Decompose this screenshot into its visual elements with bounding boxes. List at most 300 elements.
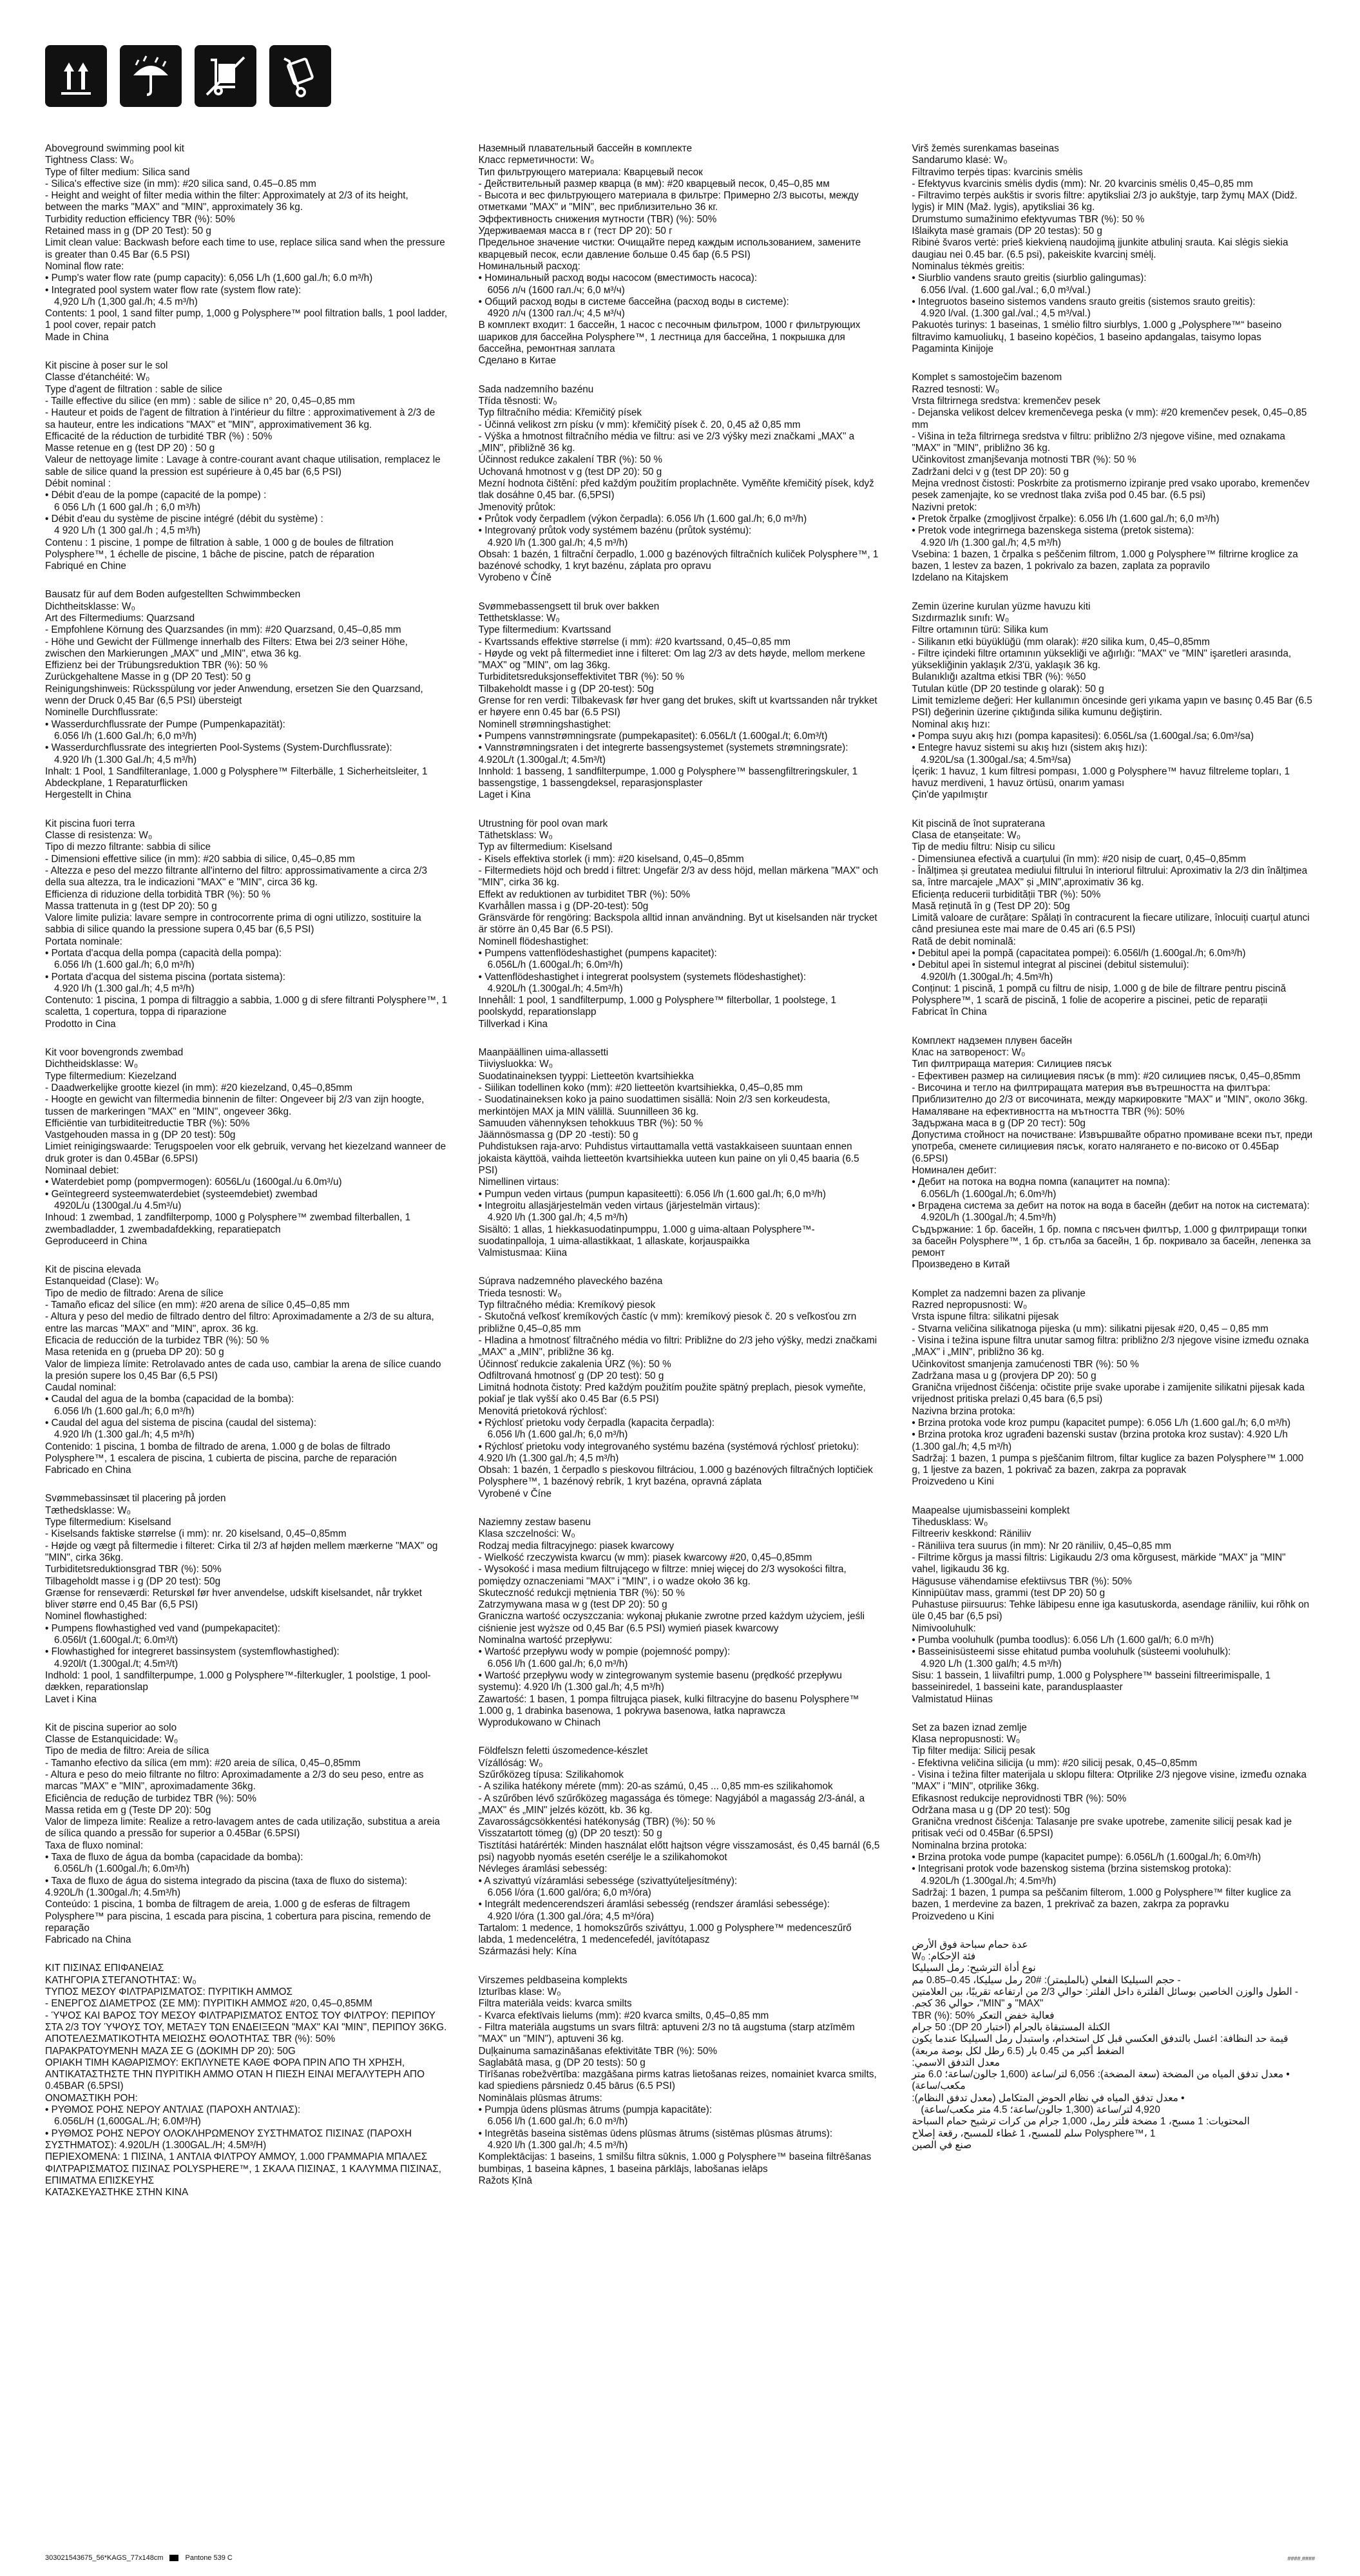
language-section <box>912 1035 1314 1271</box>
spec-line: Retained mass in g (DP 20 Test): 50 g <box>45 226 211 237</box>
spec-line: Puhastuse piirsuurus: Tehke läbipesu enne iga kasutuskorda, asendage räniliiv, kui rõhk on üle 0,45 bar (6,5 psi) <box>912 1599 1312 1622</box>
spec-line: - Altura y peso del medio de filtrado dentro del filtro: Aproximadamente a 2/3 de su altura, entre las marcas "MAX" and "MIN", aprox. 36 kg. <box>45 1311 437 1334</box>
spec-line: Valor de limpeza limite: Realize a retro-lavagem antes de cada utilização, substitua a areia de sílica quando a pressão for superior a 0.45Bar (6.5PSI) <box>45 1816 443 1840</box>
spec-line: 6.056L/h (1.600gal./h; 6.0m³/h) <box>921 1188 1057 1200</box>
spec-line: - Silikanın etki büyüklüğü (mm olarak): #20 silika kum, 0,45–0,85mm <box>912 636 1210 648</box>
spec-line: نوع أداة الترشيح: رمل السيليكا <box>912 1963 1036 1974</box>
spec-line: فئة الإحكام: W₀ <box>912 1951 976 1963</box>
spec-line: Çin'de yapılmıştır <box>912 789 988 801</box>
spec-line: Estanqueidad (Clase): W₀ <box>45 1276 159 1287</box>
spec-line: Made in China <box>45 331 109 343</box>
spec-line: • Pretok črpalke (zmogljivost črpalke): 6.056 l/h (1.600 gal./h; 6,0 m³/h) <box>912 513 1220 524</box>
section-title: Kit de piscina superior ao solo <box>45 1722 177 1733</box>
spec-line: Zurückgehaltene Masse in g (DP 20 Test): 50 g <box>45 671 251 683</box>
spec-line: 4.920 l/óra (1.300 gal./óra; 4,5 m³/óra) <box>487 1910 655 1922</box>
spec-line: Classe de Estanquicidade: W₀ <box>45 1734 178 1745</box>
section-title: Súprava nadzemného plaveckého bazéna <box>478 1276 663 1287</box>
spec-line: • Rýchlosť prietoku vody čerpadla (kapacita čerpadla): <box>478 1417 715 1428</box>
spec-line: Номинален дебит: <box>912 1165 997 1177</box>
spec-line: • Wasserdurchflussrate des integrierten Pool-Systems (System-Durchflussrate): <box>45 742 392 754</box>
spec-line: - Kisels effektiva storlek (i mm): #20 kiselsand, 0,45–0,85mm <box>478 853 744 865</box>
spec-line: 4.920l/t (1.300gal./t; 4.5m³/t) <box>54 1658 178 1669</box>
spec-line: 4920 л/ч (1300 гал./ч; 4,5 м³/ч) <box>487 308 625 320</box>
spec-line: Vrsta ispune filtra: silikatni pijesak <box>912 1311 1059 1323</box>
language-section <box>45 1722 448 1946</box>
spec-line: Nominalna wartość przepływu: <box>478 1635 613 1646</box>
pantone-swatch <box>169 2555 178 2561</box>
spec-line: Indhold: 1 pool, 1 sandfilterpumpe, 1.000 g Polysphere™-filterkugler, 1 poolstige, 1 pool-dækken, reparationslap <box>45 1669 431 1693</box>
spec-line: • Caudal del agua de la bomba (capacidad de la bomba): <box>45 1394 294 1405</box>
spec-line: Débit nominal : <box>45 478 111 490</box>
spec-line: Nominel flowhastighed: <box>45 1611 148 1622</box>
language-section <box>912 1288 1314 1488</box>
language-section <box>45 589 448 801</box>
spec-line: 4.920 l/val. (1.300 gal./val.; 4,5 m³/val.) <box>921 308 1091 320</box>
spec-line: Inhoud: 1 zwembad, 1 zandfilterpomp, 1000 g Polysphere™ zwembad filterballen, 1 zwembadladder, 1 zwembadafdekking, reparatiepatch <box>45 1212 414 1235</box>
spec-line: 4.920 l/h (1.300 gal./h; 4,5 m³/h) <box>487 537 628 548</box>
spec-line: Masa retenida en g (prueba DP 20): 50 g <box>45 1347 224 1358</box>
spec-line: Тип филтрираща материя: Силициев пясък <box>912 1059 1112 1070</box>
spec-line: Drumstumo sumažinimo efektyvumas TBR (%): 50 % <box>912 213 1145 225</box>
spec-line: 4.920L/h (1.300gal./h; 4.5m³/h) <box>921 1875 1057 1887</box>
spec-line: Razred tesnosti: W₀ <box>912 383 999 395</box>
section-title: Kit de piscina elevada <box>45 1264 141 1276</box>
spec-line: • Integrated pool system water flow rate (system flow rate): <box>45 284 302 296</box>
spec-line: • Flowhastighed for integreret bassinsystem (systemflowhastighed): <box>45 1646 340 1658</box>
spec-line: Sisu: 1 bassein, 1 liivafiltri pump, 1.000 g Polysphere™ basseini filtreerimispalle, 1 basseiniredel, 1 basseini kate, parandusplaaster <box>912 1669 1274 1693</box>
spec-line: - Višina in teža filtrirnega sredstva v filtru: približno 2/3 njegove višine, med oznakama "MAX" in "MIN", približno 36 kg. <box>912 430 1288 454</box>
spec-line: Účinnost redukce zakalení TBR (%): 50 % <box>478 454 663 466</box>
spec-line: Номинальный расход: <box>478 260 580 272</box>
spec-line: 4.920 l/h (1.300 gal./h; 4,5 m³/h) <box>54 983 195 994</box>
spec-line: 4.920L/sa (1.300gal./sa; 4.5m³/sa) <box>921 754 1071 765</box>
spec-line: 4.920L/h (1.300gal./h; 4.5m³/h) <box>487 983 623 994</box>
spec-line: - Výška a hmotnost filtračního média ve filtru: asi ve 2/3 výšky mezi značkami „MAX" a „MIN", přibližně 36 kg. <box>478 430 857 454</box>
spec-line: Type filtermedium: Kvartssand <box>478 624 611 636</box>
spec-line: • Integrovaný průtok vody systémem bazénu (průtok systému): <box>478 525 752 537</box>
spec-line: • Pump's water flow rate (pump capacity): 6,056 L/h (1,600 gal./h; 6.0 m³/h) <box>45 273 373 284</box>
spec-line: - Wysokość i masa medium filtrującego w filtrze: mniej więcej do 2/3 wysokości filtra, pomiędzy oznaczeniami "MAX" i "MIN", i o wadze około 36 kg. <box>478 1564 850 1587</box>
spec-line: Fabricat în China <box>912 1006 987 1018</box>
spec-line: صنع في الصين <box>912 2139 972 2151</box>
spec-line: - Înălțimea și greutatea mediului filtrului în interiorul filtrului: Aproximativ la 2/3 din înălțimea sa, între marcajele „MAX" și „MIN",aproximativ 36 kg. <box>912 865 1310 889</box>
spec-line: Proizvedeno u Kini <box>912 1476 994 1488</box>
spec-line: Hergestellt in China <box>45 789 131 801</box>
language-section <box>479 1745 881 1957</box>
spec-line: 6.056 l/h (1.600 gal./h; 6,0 m³/h) <box>487 1429 628 1441</box>
spec-line: Limitná hodnota čistoty: Pred každým použitím použite spätný preplach, piesok vymeňte, pokiaľ je tlak vyšší ako 0.45 Bar (6.5 PSI) <box>478 1382 869 1405</box>
spec-line: Održana masa u g (DP 20 test): 50g <box>912 1804 1070 1816</box>
spec-line: Effizienz bei der Trübungsreduktion TBR (%): 50 % <box>45 660 268 671</box>
spec-line: Geproduceerd in China <box>45 1235 148 1247</box>
spec-line: Задържана маса в g (DP 20 тест): 50g <box>912 1117 1086 1129</box>
spec-line: • Brzina protoka vode kroz pumpu (kapacitet pumpe): 6.056 L/h (1.600 gal./h; 6,0 m³/h) <box>912 1417 1291 1428</box>
spec-line: Účinnosť redukcie zakalenia ÚRZ (%): 50 % <box>478 1358 671 1370</box>
spec-line: Učinkovitost zmanjševanja motnosti TBR (%): 50 % <box>912 454 1136 466</box>
spec-line: Удерживаемая масса в г (тест DP 20): 50 г <box>478 226 673 237</box>
section-title: Utrustning för pool ovan mark <box>478 818 608 829</box>
section-title: Комплект надземен плувен басейн <box>912 1035 1073 1046</box>
section-title: Sada nadzemního bazénu <box>478 383 594 395</box>
spec-line: Nominālais plūsmas ātrums: <box>478 2092 602 2104</box>
spec-line: • Waterdebiet pomp (pompvermogen): 6056L/u (1600gal./u 6.0m³/u) <box>45 1177 342 1188</box>
spec-line: Dichtheitsklasse: W₀ <box>45 601 135 612</box>
spec-line: • Portata d'acqua della pompa (capacità della pompa): <box>45 948 282 959</box>
spec-line: Tihedusklass: W₀ <box>912 1517 988 1528</box>
spec-line: Pagaminta Kinijoje <box>912 343 994 355</box>
spec-line: Sadržaj: 1 bazen, 1 pumpa s pješčanim filtrom, filtar kuglice za bazen Polysphere™ 1.000 g, 1 ljestve za bazen, 1 pokrivač za bazen, zakrpa za popravak <box>912 1452 1307 1476</box>
spec-line: Obsah: 1 bazén, 1 čerpadlo s pieskovou filtráciou, 1.000 g bazénových filtračných loptičiek Polysphere™, 1 bazénový rebrík, 1 kryt bazéna, opravná záplata <box>478 1465 876 1488</box>
language-section <box>479 1975 881 2187</box>
spec-line: - Hauteur et poids de l'agent de filtration à l'intérieur du filtre : approximativement à 2/3 de sa hauteur, entre les indications "MAX" et "MIN", approximativement 36 kg. <box>45 407 438 430</box>
spec-line: • Debitul apei la pompă (capacitatea pompei): 6.056l/h (1.600gal./h; 6.0m³/h) <box>912 948 1246 959</box>
spec-line: Išlaikyta masė gramais (DP 20 testas): 50 g <box>912 226 1102 237</box>
spec-line: - Efektyvus kvarcinis smėlis dydis (mm): Nr. 20 kvarcinis smėlis 0,45–0,85 mm <box>912 178 1253 189</box>
spec-line: Szűrőközeg típusa: Szilikahomok <box>478 1769 624 1780</box>
spec-line: Kvarhållen massa i g (DP-20-test): 50g <box>478 900 649 912</box>
spec-line: - Hladina a hmotnosť filtračného média vo filtri: Približne do 2/3 jeho výšky, medzi značkami „MAX" a „MIN", približne 36 kg. <box>478 1334 880 1358</box>
spec-line: 4,920 لتر/ساعة (1,300 جالون/ساعة؛ 4.5 متر مكعب/ساعة) <box>921 2104 1160 2116</box>
spec-line: ΟΝΟΜΑΣΤΙΚΗ ΡΟΗ: <box>45 2092 138 2104</box>
spec-line: Tæthedsklasse: W₀ <box>45 1504 131 1516</box>
spec-line: Nazivna brzina protoka: <box>912 1405 1016 1417</box>
spec-line: - Taille effective du silice (en mm) : sable de silice n° 20, 0,45–0,85 mm <box>45 395 355 407</box>
spec-line: 6.056l/t (1.600gal./t; 6.0m³/t) <box>54 1635 178 1646</box>
spec-line: - ΕΝΕΡΓΟΣ ΔΙΑΜΕΤΡΟΣ (ΣΕ MM): ΠΥΡΙΤΙΚΗ ΑΜΜΟΣ #20, 0,45–0,85MM <box>45 1998 372 2010</box>
spec-line: Taxa de fluxo nominal: <box>45 1840 144 1851</box>
spec-line: 4.920 l/h (1.300 gal./h; 4,5 m³/h) <box>487 1212 628 1224</box>
spec-line: Proizvedeno u Kini <box>912 1910 994 1922</box>
spec-line: Valeur de nettoyage limite : Lavage à contre-courant avant chaque utilisation, remplacez le sable de silice quand la pression est supérieure à 0,45 bar (6,5 PSI) <box>45 454 443 477</box>
language-section <box>479 1517 881 1729</box>
spec-line: Visszatartott tömeg (g) (DP 20 teszt): 50 g <box>478 1828 662 1840</box>
spec-line: المحتويات: 1 مسبح، 1 مضخة فلتر رمل، 1,000 جرام من كرات ترشيح حمام السباحة Polysphere™، 1 سلم للمسبح، 1 غطاء للمسبح، رقعة إصلاح <box>909 2116 1250 2139</box>
spec-line: Gränsvärde för rengöring: Backspola alltid innan användning. Byt ut kiselsanden när trycket är större än 0,45 Bar (6.5 PSI). <box>478 912 880 936</box>
spec-line: - Räniliiva tera suurus (in mm): Nr 20 räniliiv, 0,45–0,85 mm <box>912 1540 1171 1552</box>
spec-line: Vsebina: 1 bazen, 1 črpalka s peščenim filtrom, 1.000 g Polysphere™ filtrirne kroglice za bazen, 1 lestev za bazen, 1 pokrivalo za bazen, zaplata za popravilo <box>912 548 1301 572</box>
spec-line: • Pumpun veden virtaus (pumpun kapasiteetti): 6.056 l/h (1.600 gal./h; 6,0 m³/h) <box>478 1188 826 1200</box>
spec-line: Tip filter medija: Silicij pesak <box>912 1745 1035 1757</box>
spec-line: Graniczna wartość oczyszczania: wykonaj płukanie zwrotne przed każdym użyciem, jeśli ciśnienie jest wyższe od 0,45 Bar (6.5 PSI) wymień piasek kwarcowy <box>478 1611 868 1634</box>
spec-line: - Daadwerkelijke grootte kiezel (in mm): #20 kiezelzand, 0,45–0,85mm <box>45 1082 352 1093</box>
spec-line: Typ filtračního média: Křemičitý písek <box>478 407 642 419</box>
spec-line: 4,920 L/h (1,300 gal./h; 4.5 m³/h) <box>54 296 198 307</box>
spec-line: - Wielkość rzeczywista kwarcu (w mm): piasek kwarcowy #20, 0,45–0,85mm <box>478 1552 812 1563</box>
language-section <box>912 143 1314 355</box>
spec-line: الكتلة المستبقاة بالجرام (اختبار DP 20): 50 جرام <box>912 2021 1111 2033</box>
language-section <box>912 1722 1314 1923</box>
language-section <box>479 1047 881 1259</box>
spec-line: Art des Filtermediums: Quarzsand <box>45 612 195 624</box>
language-section <box>45 1264 448 1476</box>
spec-line: Obsah: 1 bazén, 1 filtrační čerpadlo, 1.000 g bazénových filtračních kuliček Polysphere™, 1 bazénové schodky, 1 kryt bazénu, záplata pro opravu <box>478 548 881 572</box>
spec-line: Portata nominale: <box>45 936 122 947</box>
spec-line: 6056 л/ч (1600 гал./ч; 6,0 м³/ч) <box>487 284 625 296</box>
spec-line: Fabricado en China <box>45 1465 131 1476</box>
section-title: Svømmebassinsæt til placering på jorden <box>45 1493 226 1504</box>
spec-line: Massa trattenuta in g (test DP 20): 50 g <box>45 900 217 912</box>
spec-line: • Debitul apei în sistemul integrat al piscinei (debitul sistemului): <box>912 959 1189 971</box>
spec-line: Pakuotės turinys: 1 baseinas, 1 smėlio filtro siurblys, 1.000 g „Polysphere™“ baseino filtravimo kamuoliukų, 1 baseino kopėčios, 1 baseino apdangalas, taisymo lopas <box>912 320 1285 343</box>
spec-line: Reinigungshinweis: Rücksspülung vor jeder Anwendung, ersetzen Sie den Quarzsand, wenn der Druck 0,45 Bar (6,5 PSI) übersteigt <box>45 683 426 707</box>
spec-line: Izturības klase: W₀ <box>478 1986 561 1998</box>
spec-line: Contenu : 1 piscine, 1 pompe de filtration à sable, 1 000 g de boules de filtration Polysphere™, 1 échelle de piscine, 1 bâche de piscine, patch de réparation <box>45 537 397 560</box>
spec-line: 6 056 L/h (1 600 gal./h ; 6,0 m³/h) <box>54 501 201 513</box>
spec-line: Ribinė švaros vertė: prieš kiekvieną naudojimą įjunkite atbulinį srauta. Kai slėgis siekia daugiau nei 0.45 bar. (6.5 psi), pakeiskite kvarcinį smėlį. <box>912 237 1291 260</box>
spec-line: Type filtermedium: Kiezelzand <box>45 1070 177 1082</box>
spec-line: В комплект входит: 1 бассейн, 1 насос с песочным фильтром, 1000 г фильтрующих шариков для бассейна Polysphere™, 1 лестница для бассейна, 1 покрышка для бассейна, ремонтная заплата <box>478 320 863 355</box>
spec-line: Turbiditetsreduksjonseffektivitet TBR (%): 50 % <box>478 671 685 683</box>
spec-line: Effekt av reduktionen av turbiditet TBR (%): 50% <box>478 889 691 900</box>
spec-line: 4.920L/h (1.300gal./h; 4.5m³/h) <box>921 1212 1057 1224</box>
spec-line: Nazivni pretok: <box>912 501 977 513</box>
spec-line: • Siurblio vandens srauto greitis (siurblio galingumas): <box>912 273 1147 284</box>
spec-line: Rată de debit nominală: <box>912 936 1016 947</box>
spec-line: Prodotto in Cina <box>45 1018 116 1030</box>
spec-line: - الطول والوزن الخاصين بوسائل الفلترة داخل الفلتر: حوالي 2/3 من ارتفاعه تقريبًا، بين العلامتين "MAX" و "MIN"، حوالي 36 كجم. <box>909 1986 1298 2010</box>
spec-line: 4920L/u (1300gal./u 4.5m³/u) <box>54 1200 182 1211</box>
spec-line: Tisztítási határérték: Minden használat előtt hajtson végre visszamosást, és 0,45 barnál (6,5 psi) nagyobb nyomás esetén cserélje le a szilikahomokot <box>478 1840 883 1863</box>
spec-line: Limit clean value: Backwash before each time to use, replace silica sand when the pressure is greater than 0.45 Bar (6.5 PSI) <box>45 237 448 260</box>
spec-line: Vyrobeno v Číně <box>478 572 552 584</box>
multilingual-spec-columns <box>45 143 1314 2521</box>
spec-line: 6.056 l/h (1.600 gal./h; 6.0 m³/h) <box>487 2116 628 2128</box>
spec-line: Innehåll: 1 pool, 1 sandfilterpump, 1.000 g Polysphere™ filterbollar, 1 poolstege, 1 poolskydd, reparationslapp <box>478 995 839 1018</box>
spec-line: - Høyde og vekt på filtermediet inne i filteret: Om lag 2/3 av dets høyde, mellom merkene "MAX" og "MIN", om lag 36kg. <box>478 648 868 671</box>
spec-line: 4.920 L/h (1.300 gal/h; 4.5 m³/h) <box>921 1658 1062 1669</box>
spec-line: Limiet reinigingswaarde: Terugspoelen voor elk gebruik, vervang het kiezelzand wanneer de druk groter is dan 0.45Bar (6.5PSI) <box>45 1141 449 1164</box>
spec-line: Tipo de media de filtro: Areia de sílica <box>45 1745 209 1757</box>
spec-line: ΟΡΙΑΚΗ ΤΙΜΗ ΚΑΘΑΡΙΣΜΟΥ: ΕΚΠΛΥΝΕΤΕ ΚΑΘΕ ΦΟΡΑ ΠΡΙΝ ΑΠΟ ΤΗ ΧΡΗΣΗ, ΑΝΤΙΚΑΤΑΣΤΗΣΤΕ ΤΗΝ ΠΥΡΙΤΙΚΗ ΑΜΜΟ ΟΤΑΝ Η ΠΙΕΣΗ ΕΙΝΑΙ ΜΕΓΑΛΥΤΕΡΗ ΑΠΟ 0.45BAR (6.5PSI) <box>45 2057 428 2092</box>
spec-line: - Dejanska velikost delcev kremenčevega peska (v mm): #20 kremenčev pesek, 0,45–0,85 mm <box>912 407 1310 430</box>
spec-line: Fabricado na China <box>45 1934 131 1946</box>
spec-line: Zadržana masa u g (provjera DP 20): 50 g <box>912 1370 1097 1381</box>
spec-line: Sandarumo klasė: W₀ <box>912 155 1008 166</box>
spec-line: - Dimensioni effettive silice (in mm): #20 sabbia di silice, 0,45–0,85 mm <box>45 853 355 865</box>
spec-line: • Brzina protoka vode pumpe (kapacitet pumpe): 6.056L/h (1.600gal./h; 6.0m³/h) <box>912 1852 1261 1863</box>
spec-line: قيمة حد النظافة: اغسل بالتدفق العكسي قبل كل استخدام، واستبدل رمل السيليكا عندما يكون الضغط أكبر من 0.45 بار (6.5 رطل لكل بوصة مربعة) <box>909 2033 1288 2057</box>
print-footer <box>45 2554 233 2562</box>
spec-line: • Pompa suyu akış hızı (pompa kapasitesi): 6.056L/sa (1.600gal./sa; 6.0m³/sa) <box>912 730 1254 742</box>
section-title: Maanpäällinen uima-allassetti <box>478 1047 609 1059</box>
section-title: Komplet s samostoječim bazenom <box>912 372 1062 383</box>
spec-line: 4.920l/h (1.300gal./h; 4.5m³/h) <box>921 971 1053 983</box>
spec-line: • Дебит на потока на водна помпа (капацитет на помпа): <box>912 1177 1171 1188</box>
spec-line: Эффективность снижения мутности (TBR) (%): 50% <box>478 213 717 225</box>
spec-line: • معدل تدفق المياه من المضخة (سعة المضخة): 6,056 لتر/ساعة (1,600 جالون/ساعة؛ 6.0 متر مكعب/ساعة) <box>909 2069 1290 2092</box>
spec-line: Съдържание: 1 бр. басейн, 1 бр. помпа с пясъчен филтър, 1.000 g филтриращи топки за басейн Polysphere™, 1 бр. стълба за басейн, 1 бр. покривало за басейн, лепенка за ремонт <box>912 1224 1314 1259</box>
spec-line: Inhalt: 1 Pool, 1 Sandfilteranlage, 1.000 g Polysphere™ Filterbälle, 1 Sicherheitsleiter, 1 Abdeckplane, 1 Reparaturflicken <box>45 765 430 789</box>
spec-line: Conținut: 1 piscină, 1 pompă cu filtru de nisip, 1.000 g de bile de filtrare pentru piscină Polysphere™, 1 scară de piscină, 1 folie de acoperire a piscinei, petic de reparații <box>912 983 1289 1006</box>
spec-line: - Höhe und Gewicht der Füllmenge innerhalb des Filters: Etwa bei 2/3 seiner Höhe, zwischen den Markierungen „MAX" und „MIN", etwa 36 kg. <box>45 636 411 659</box>
spec-line: Contenuto: 1 piscina, 1 pompa di filtraggio a sabbia, 1.000 g di sfere filtranti Polysphere™, 1 scaletta, 1 copertura, toppa di riparazione <box>45 995 450 1018</box>
language-section <box>912 372 1314 584</box>
spec-line: Rodzaj media filtracyjnego: piasek kwarcowy <box>478 1540 675 1552</box>
spec-line: Nimellinen virtaus: <box>478 1177 559 1188</box>
spec-line: - Высота и вес фильтрующего материала в фильтре: Примерно 2/3 высоты, между отметками "MAX" и "MIN", вес приблизительно 36 кг. <box>478 190 861 213</box>
spec-line: Filtreeriv keskkond: Räniliiv <box>912 1528 1031 1540</box>
spec-line: Jäännösmassa g (DP 20 -testi): 50 g <box>478 1129 638 1141</box>
spec-line: Valmistusmaa: Kiina <box>478 1247 568 1259</box>
spec-line: Zavarosságcsökkentési hatékonyság (TBR) (%): 50 % <box>478 1816 715 1828</box>
spec-line: - A szilika hatékony mérete (mm): 20-as számú, 0,45 ... 0,85 mm-es szilikahomok <box>478 1781 833 1793</box>
spec-line: Tillverkad i Kina <box>478 1018 548 1030</box>
spec-line: - ΎΨΟΣ ΚΑΙ ΒΑΡΟΣ ΤΟΥ ΜΕΣΟΥ ΦΙΛΤΡΑΡΙΣΜΑΤΟΣ ΕΝΤΟΣ ΤΟΥ ΦΙΛΤΡΟΥ: ΠΕΡΙΠΟΥ ΣΤΑ 2/3 ΤΟΥ ΎΨΟΥΣ ΤΟΥ, ΜΕΤΑΞΥ ΤΩΝ ΕΝΔΕΙΞΕΩΝ "MAX" ΚΑΙ "MIN", ΠΕΡΙΠΟΥ 36KG. <box>45 2010 447 2033</box>
spec-line: Tightness Class: W₀ <box>45 155 134 166</box>
spec-line: Contents: 1 pool, 1 sand filter pump, 1,000 g Polysphere™ pool filtration balls, 1 pool ladder, 1 pool cover, repair patch <box>45 308 450 331</box>
spec-line: Tartalom: 1 medence, 1 homokszűrős sziváttyu, 1.000 g Polysphere™ medenceszűrő labda, 1 medencelétra, 1 medencefedél, javítótapasz <box>478 1922 854 1946</box>
spec-line: ΚΑΤΑΣΚΕΥΑΣΤΗΚΕ ΣΤΗΝ ΚΙΝΑ <box>45 2187 189 2198</box>
spec-line: - Højde og vægt på filtermedie i filteret: Cirka til 2/3 af højden mellem mærkerne "MAX" og "MIN", cirka 36kg. <box>45 1540 441 1563</box>
spec-line: - Účinná velikost zrn písku (v mm): křemičitý písek č. 20, 0,45 až 0,85 mm <box>478 419 801 430</box>
spec-line: • Portata d'acqua del sistema piscina (portata sistema): <box>45 971 286 983</box>
spec-line: Nimivooluhulk: <box>912 1622 976 1634</box>
spec-line: - Filtre içindeki filtre ortamının yüksekliği ve ağırlığı: "MAX" ve "MIN" işaretleri arasında, yüksekliğinin yaklaşık 2/3'ü, yaklaşık 36 kg. <box>912 648 1294 671</box>
spec-line: 6.056 l/val. (1.600 gal./val.; 6,0 m³/val.) <box>921 284 1091 296</box>
section-title: Svømmebassengsett til bruk over bakken <box>478 601 660 612</box>
spec-line: 4 920 L/h (1 300 gal./h ; 4,5 m³/h) <box>54 525 201 537</box>
spec-line: Saglabātā masa, g (DP 20 tests): 50 g <box>478 2057 646 2068</box>
section-title: Zemin üzerine kurulan yüzme havuzu kiti <box>912 601 1091 612</box>
spec-line: 6.056L/h (1.600gal./h; 6.0m³/h) <box>487 959 623 971</box>
spec-line: • Integroitu allasjärjestelmän veden virtaus (järjestelmän virtaus): <box>478 1200 760 1211</box>
spec-line: • Débit d'eau du système de piscine intégré (débit du système) : <box>45 513 323 524</box>
spec-line: • Wartość przepływu wody w pompie (pojemność pompy): <box>478 1646 731 1658</box>
spec-line: Innhold: 1 basseng, 1 sandfilterpumpe, 1.000 g Polysphere™ bassengfiltreringskuler, 1 bassengstige, 1 bassengdeksel, reparasjonsplaster <box>478 765 861 789</box>
spec-line: • Débit d'eau de la pompe (capacité de la pompe) : <box>45 490 267 501</box>
spec-line: • Basseinisüsteemi sisse ehitatud pumba vooluhulk (süsteemi vooluhulk): <box>912 1646 1231 1658</box>
spec-line: - Skutočná veľkosť kremíkových častíc (v mm): kremíkový piesok č. 20 s veľkosťou zrn približne 0,45–0,85 mm <box>478 1311 859 1334</box>
spec-line: Filtravimo terpės tipas: kvarcinis smėlis <box>912 166 1083 178</box>
spec-line: 6.056 l/h (1.600 gal./h; 6,0 m³/h) <box>54 959 195 971</box>
spec-line: Clasa de etanșeitate: W₀ <box>912 830 1021 841</box>
spec-line: ΠΕΡΙΕΧΟΜΕΝΑ: 1 ΠΙΣΙΝΑ, 1 ΑΝΤΛΙΑ ΦΙΛΤΡΟΥ ΑΜΜΟΥ, 1.000 ΓΡΑΜΜΑΡΙΑ ΜΠΑΛΕΣ ΦΙΛΤΡΑΡΙΣΜΑΤΟΣ ΠΙΣΙΝΑΣ POLYSPHERE™, 1 ΣΚΑΛΑ ΠΙΣΙΝΑΣ, 1 ΚΑΛΥΜΜΑ ΠΙΣΙΝΑΣ, ΕΠΙΜΑΤΜΑ ΕΠΙΣΚΕΥΗΣ <box>45 2151 445 2186</box>
section-title: Földfelszn feletti úszomedence-készlet <box>478 1745 648 1757</box>
section-title: عدة حمام سباحة فوق الأرض <box>912 1939 1028 1950</box>
spec-line: - Действительный размер кварца (в мм): #20 кварцевый песок, 0,45–0,85 мм <box>478 178 830 189</box>
spec-line: Caudal nominal: <box>45 1382 117 1394</box>
language-section <box>45 360 448 572</box>
spec-line: 6.056 l/h (1.600 gal./h; 6,0 m³/h) <box>487 1658 628 1669</box>
language-section <box>912 601 1314 802</box>
spec-line: Jmenovitý průtok: <box>478 501 556 513</box>
section-title: Virszemes peldbaseina komplekts <box>478 1974 627 1986</box>
spec-line: Fabriqué en Chine <box>45 561 126 572</box>
spec-line: - Filtravimo terpės aukštis ir svoris filtre: apytiksliai 2/3 jo aukštyje, tarp žymų MAX (Didž. lygis) ir MIN (Maž. lygis), apytiksliai 36 kg. <box>912 190 1301 213</box>
section-title: Virš žemės surenkamas baseinas <box>912 143 1059 154</box>
spec-line: • Pumpens vannstrømningsrate (pumpekapasitet): 6.056L/t (1.600gal./t; 6.0m³/t) <box>478 730 828 742</box>
spec-line: 4.920 l/h (1.300 gal./h; 4.5 m³/h) <box>487 2139 628 2151</box>
spec-line: • Integruotos baseino sistemos vandens srauto greitis (sistemos srauto greitis): <box>912 296 1256 307</box>
spec-line: • Pumpens vattenflödeshastighet (pumpens kapacitet): <box>478 948 717 959</box>
spec-line: Допустима стойност на почистване: Извършвайте обратно промиване всеки път, преди употреба, сменете силициевия пясък, когато налягането е по-високо от 0.45Бар (6.5PSI) <box>912 1129 1316 1164</box>
spec-line: Turbidity reduction efficiency TBR (%): 50% <box>45 213 235 225</box>
spec-line: • Vannstrømningsraten i det integrerte bassengsystemet (systemets strømningsrate): 4.920L/t (1.300gal./t; 4.5m³/t) <box>478 742 851 765</box>
spec-line: Razred nepropusnosti: W₀ <box>912 1300 1028 1311</box>
spec-line: Nominell strømningshastighet: <box>478 718 611 730</box>
spec-line: • A szivattyú vízáramlási sebessége (szivattyúteljesítmény): <box>478 1875 738 1887</box>
spec-line: Sızdırmazlık sınıfı: W₀ <box>912 612 1010 624</box>
spec-line: Származási hely: Kína <box>478 1946 577 1957</box>
footer-code: 303021543675_56*KAGS_77x148cm <box>45 2554 164 2562</box>
spec-line: Sadržaj: 1 bazen, 1 pumpa sa peščanim filterom, 1.000 g Polysphere™ filter kuglice za bazen, 1 merdevine za bazen, 1 prekrivač za bazen, zakrpa za popravku <box>912 1887 1294 1910</box>
spec-line: Tiiviysluokka: W₀ <box>478 1059 553 1070</box>
spec-line: Massa retida em g (Teste DP 20): 50g <box>45 1804 211 1816</box>
spec-line: ΠΑΡΑΚΡΑΤΟΥΜΕΝΗ ΜΑΖΑ ΣΕ G (ΔΟΚΙΜΗ DP 20): 50G <box>45 2045 296 2057</box>
spec-line: 4.920 l/h (1.300 gal./h; 4,5 m³/h) <box>921 537 1062 548</box>
spec-line: 4.920 l/h (1.300 gal./h; 4,5 m³/h) <box>54 1429 195 1441</box>
corner-code: ####.#### <box>1287 2555 1315 2562</box>
spec-line: Tipo di mezzo filtrante: sabbia di silice <box>45 841 211 853</box>
spec-line: - Height and weight of filter media within the filter: Approximately at 2/3 of its height, between the marks "MAX" and "MIN", approximately 36 kg. <box>45 190 411 213</box>
spec-line: 6.056L/H (1,600GAL./H; 6.0M³/H) <box>54 2116 201 2128</box>
spec-line: Suodatinaineksen tyyppi: Lietteetön kvartsihiekka <box>478 1070 694 1082</box>
spec-line: • Geïntegreerd systeemwaterdebiet (systeemdebiet) zwembad <box>45 1188 318 1200</box>
language-section <box>45 143 448 343</box>
spec-line: Valore limite pulizia: lavare sempre in controcorrente prima di ogni utilizzo, sostituire la sabbia di silice quando la pressione supera 0,45 bar (6,5 PSI) <box>45 912 425 936</box>
spec-line: Zadržani delci v g (test DP 20): 50 g <box>912 466 1069 477</box>
spec-line: Trieda tesnosti: W₀ <box>478 1287 562 1299</box>
spec-line: Klasa szczelności: W₀ <box>478 1528 575 1540</box>
spec-line: Nominal flow rate: <box>45 260 124 272</box>
section-title: Kit piscine à poser sur le sol <box>45 360 168 372</box>
spec-line: Limită valoare de curățare: Spălați în contracurent la fiecare utilizare, înlocuiți cuarțul atunci când presiunea este mai mare de 0.45 ari (6.5 PSI) <box>912 912 1312 936</box>
spec-line: Filtra materiāla veids: kvarca smilts <box>478 1998 632 2010</box>
spec-line: Efficiëntie van turbiditeitreductie TBR (%): 50% <box>45 1117 250 1129</box>
spec-line: • Caudal del agua del sistema de piscina (caudal del sistema): <box>45 1417 317 1428</box>
spec-line: 6.056L/h (1.600gal./h; 6.0m³/h) <box>54 1863 190 1875</box>
spec-line: Contenido: 1 piscina, 1 bomba de filtrado de arena, 1.000 g de bolas de filtrado Polysphere™, 1 escalera de piscina, 1 cubierta de piscina, parche de reparación <box>45 1441 397 1464</box>
spec-line: • Wasserdurchflussrate der Pumpe (Pumpenkapazität): <box>45 718 285 730</box>
spec-line: Täthetsklass: W₀ <box>478 830 553 841</box>
spec-line: Filtre ortamının türü: Silika kum <box>912 624 1048 636</box>
spec-line: - Dimensiunea efectivă a cuarțului (în mm): #20 nisip de cuarț, 0,45–0,85mm <box>912 853 1246 865</box>
spec-line: Masă reținută în g (Test DP 20): 50g <box>912 900 1070 912</box>
spec-line: Type d'agent de filtration : sable de silice <box>45 383 223 395</box>
section-title: Kit piscină de înot supraterana <box>912 818 1045 829</box>
spec-line: • Integrētās baseina sistēmas ūdens plūsmas ātrums (sistēmas plūsmas ātrums): <box>478 2128 833 2139</box>
spec-line: - Filtermediets höjd och bredd i filtret: Ungefär 2/3 av dess höjd, mellan märkena "MAX" och "MIN", cirka 36 kg. <box>478 865 881 889</box>
section-title: Aboveground swimming pool kit <box>45 143 184 154</box>
section-title: Naziemny zestaw basenu <box>478 1517 591 1528</box>
spec-line: Efikasnost redukcije neprovidnosti TBR (%): 50% <box>912 1793 1127 1804</box>
spec-line: • ΡΥΘΜΟΣ ΡΟΗΣ ΝΕΡΟΥ ΟΛΟΚΛΗΡΩΜΕΝΟΥ ΣΥΣΤΗΜΑΤΟΣ ΠΙΣΙΝΑΣ (ΠΑΡΟΧΗ ΣΥΣΤΗΜΑΤΟΣ): 4.920L/H (1.300GAL./H; 4.5M³/H) <box>45 2128 415 2151</box>
spec-line: Zawartość: 1 basen, 1 pompa filtrująca piasek, kulki filtracyjne do basenu Polysphere™ 1.000 g, 1 drabinka basenowa, 1 pokrywa basenowa, łatka naprawcza <box>478 1693 862 1716</box>
spec-line: Třída těsnosti: W₀ <box>478 395 557 407</box>
language-section <box>912 818 1314 1019</box>
spec-line: Uchovaná hmotnost v g (test DP 20): 50 g <box>478 466 662 477</box>
section-title: Komplet za nadzemni bazen za plivanje <box>912 1287 1086 1299</box>
spec-line: - Hoogte en gewicht van filtermedia binnenin de filter: Ongeveer bij 2/3 van zijn hoogte, tussen de markeringen "MAX" en "MIN", ongeveer 36kg. <box>45 1094 427 1117</box>
spec-line: Sisältö: 1 allas, 1 hiekkasuodatinpumppu, 1.000 g uima-altaan Polysphere™-suodatinpalloja, 1 uima-allastikkaat, 1 allaskate, korjauspaikka <box>478 1224 815 1247</box>
spec-line: Classe d'étanchéité: W₀ <box>45 372 150 383</box>
spec-line: - Tamaño eficaz del sílice (en mm): #20 arena de sílice 0,45–0,85 mm <box>45 1300 350 1311</box>
spec-line: • Rýchlosť prietoku vody integrovaného systému bazéna (systémová rýchlosť prietoku): 4.920 l/h (1.300 gal./h; 4,5 m³/h) <box>478 1441 862 1464</box>
language-section <box>479 1276 881 1500</box>
language-section <box>45 1047 448 1247</box>
spec-line: Tip de mediu filtru: Nisip cu silicu <box>912 841 1055 853</box>
spec-line: - Suodatinaineksen koko ja paino suodattimen sisällä: Noin 2/3 sen korkeudesta, merkintöjen MAX ja MIN välillä. Suunnilleen 36 kg. <box>478 1094 833 1117</box>
spec-line: Kinnipüütav mass, grammi (test DP 20) 50 g <box>912 1587 1106 1599</box>
spec-line: Conteúdo: 1 piscina, 1 bomba de filtragem de areia, 1.000 g de esferas de filtragem Polysphere™ para piscina, 1 escada para piscina, 1 cobertura para piscina, remendo de reparação <box>45 1899 434 1934</box>
spec-line: Typ filtračného média: Kremíkový piesok <box>478 1300 656 1311</box>
spec-line: Type filtermedium: Kiselsand <box>45 1517 171 1528</box>
spec-line: Granična vrijednost čišćenja: očistite prije svake uporabe i zamijenite silikatni pijesak kada vrijednost pritiska prelazi 0,45 bara (6,5 psi) <box>912 1382 1308 1405</box>
spec-line: Granična vrednost čišćenja: Talasanje pre svake upotrebe, zamenite silicij pesak kad je pritisak veći od 0.45Bar (6.5PSI) <box>912 1816 1295 1840</box>
spec-line: Valmistatud Hiinas <box>912 1693 993 1705</box>
spec-line: Tutulan kütle (DP 20 testinde g olarak): 50 g <box>912 683 1104 695</box>
spec-line: 6.056 l/h (1.600 Gal./h; 6,0 m³/h) <box>54 730 197 742</box>
